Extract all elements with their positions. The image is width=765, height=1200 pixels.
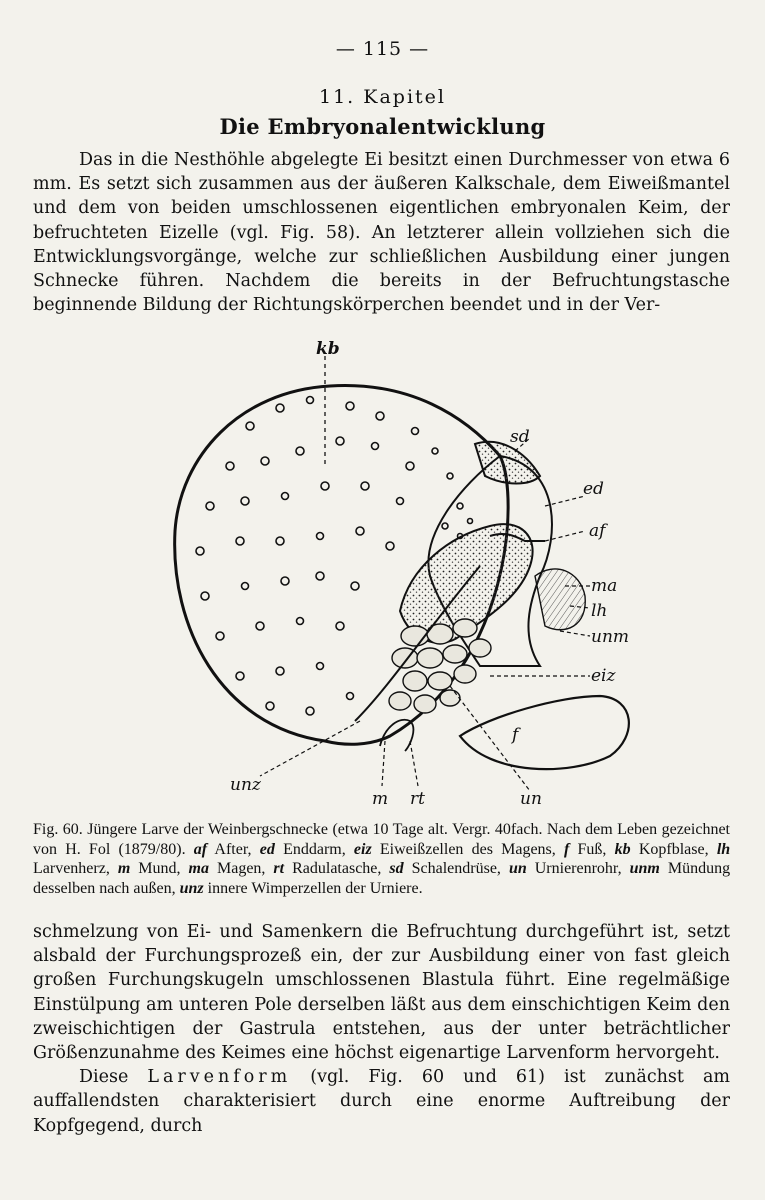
label-lh: lh bbox=[591, 601, 608, 621]
outro-paragraph-1: schmelzung von Ei- und Samenkern die Befruchtung durchgeführt ist, setzt alsbald der Furchungsprozeß ein, der zur Ausbildung einer von fast gleich großen Furchungskugeln umschlossenen Blastula führt. Eine regelmäßige Einstülpung am unteren Pole derselben läßt aus dem einschichtigen Keim den zweischichtigen der Gastrula entstehen, aus der unter beträchtlicher Größenzunahme des Keimes eine höchst eigenartige Larvenform hervorgeht. bbox=[33, 922, 730, 1064]
caption-abbr: m bbox=[117, 860, 131, 877]
outro-p2-post: (vgl. Fig. 60 und 61) ist zunächst am auffallendsten charakterisiert durch eine enorme Auftreibung der Kopfgegend, durch bbox=[33, 1067, 730, 1136]
caption-abbr: kb bbox=[614, 840, 631, 858]
figure-caption bbox=[33, 820, 730, 898]
label-af: af bbox=[589, 521, 606, 541]
caption-def: Magen, bbox=[216, 860, 266, 877]
protein-cells bbox=[389, 619, 491, 713]
outro-paragraphs bbox=[33, 920, 730, 1138]
label-f: f bbox=[512, 725, 519, 745]
caption-abbr: lh bbox=[716, 840, 731, 858]
intro-text: Das in die Nesthöhle abgelegte Ei besitzt einen Durchmesser von etwa 6 mm. Es setzt sich zusammen aus der äußeren Kalkschale, dem Eiweißmantel und dem von beiden umschlossenen eigentlichen embryonalen Keim, der befruchteten Eizelle (vgl. Fig. 58). An letzterer allein vollziehen sich die Entwicklungsvorgänge, welche zur schließlichen Ausbildung einer jungen Schnecke führen. Nachdem die bereits in der Befruchtungstasche beginnende Bildung der Richtungskörperchen beendet und in der Ver- bbox=[33, 150, 730, 316]
label-unm: unm bbox=[591, 627, 630, 647]
label-m: m bbox=[372, 789, 389, 809]
label-un: un bbox=[520, 789, 542, 809]
outro-paragraph-2 bbox=[33, 1065, 730, 1138]
label-ed: ed bbox=[583, 479, 604, 499]
caption-def: Schalendrüse, bbox=[411, 860, 501, 877]
shell-gland bbox=[475, 442, 540, 484]
caption-def: Mündung desselben nach bbox=[33, 860, 731, 897]
larva-illustration bbox=[160, 336, 760, 816]
caption-abbr: ed bbox=[259, 840, 275, 858]
caption-def: Eiweißzellen des Magens, bbox=[379, 840, 556, 858]
caption-tail-pre: außen, bbox=[133, 879, 176, 897]
caption-def: Larvenherz, bbox=[33, 860, 110, 877]
caption-lead: Fig. 60. Jüngere Larve der Weinbergschnecke (etwa 10 Tage alt. Vergr. 40fach. Nach dem Leben gezeichnet von H. Fol (1879/80). bbox=[33, 821, 730, 858]
caption-abbr: f bbox=[564, 840, 570, 858]
label-sd: sd bbox=[510, 427, 530, 447]
caption-abbr: rt bbox=[273, 860, 285, 877]
caption-abbr: unm bbox=[629, 860, 660, 877]
caption-abbr: un bbox=[508, 860, 527, 877]
label-eiz: eiz bbox=[591, 666, 616, 686]
page-number: — 115 — bbox=[335, 38, 430, 60]
larval-heart bbox=[535, 569, 585, 630]
intro-paragraph bbox=[33, 148, 730, 317]
caption-def: Mund, bbox=[138, 860, 181, 877]
caption-abbr: eiz bbox=[353, 840, 372, 858]
label-unz: unz bbox=[230, 775, 261, 795]
chapter-heading: 11. Kapitel bbox=[319, 86, 446, 108]
outro-p2-spaced: Larvenform bbox=[147, 1067, 292, 1088]
caption-abbr: sd bbox=[389, 860, 404, 877]
caption-def: Kopfblase, bbox=[638, 840, 709, 858]
caption-abbr: ma bbox=[188, 860, 209, 877]
label-rt: rt bbox=[410, 789, 425, 809]
caption-def: Fuß, bbox=[577, 840, 607, 858]
caption-tail-post: innere Wimperzellen der Urniere. bbox=[207, 879, 423, 897]
label-kb: kb bbox=[316, 339, 340, 359]
chapter-title: Die Embryonalentwicklung bbox=[219, 114, 546, 139]
label-ma: ma bbox=[591, 576, 618, 596]
caption-def: After, bbox=[214, 840, 252, 858]
caption-def: Radulatasche, bbox=[292, 860, 382, 877]
caption-def: Enddarm, bbox=[283, 840, 346, 858]
caption-abbr: af bbox=[193, 840, 208, 858]
caption-def: Urnierenrohr, bbox=[534, 860, 622, 877]
caption-tail-abbr: unz bbox=[179, 879, 204, 897]
outro-p2-pre: Diese bbox=[79, 1067, 129, 1088]
